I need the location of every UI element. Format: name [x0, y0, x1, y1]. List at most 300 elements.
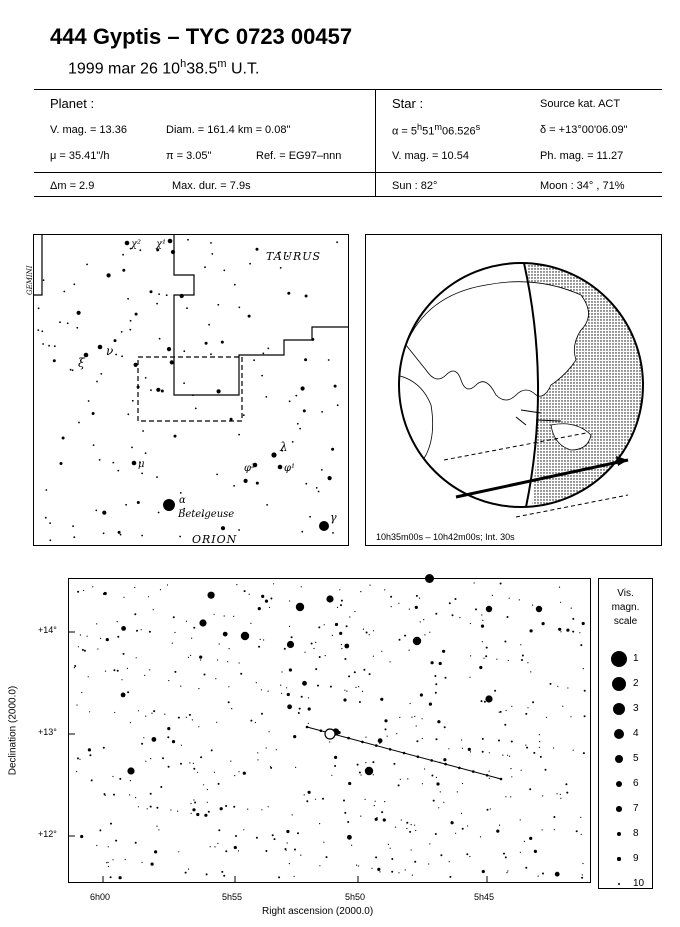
- chart-star: [174, 671, 176, 673]
- chart-star: [200, 756, 202, 758]
- finder-star: [316, 487, 318, 489]
- chart-star: [506, 710, 507, 711]
- finder-star: [60, 462, 63, 465]
- chart-star: [148, 596, 149, 597]
- chart-star: [539, 734, 540, 735]
- star-source: Source kat. ACT: [540, 98, 621, 110]
- chart-star: [198, 688, 199, 689]
- chart-star: [141, 629, 142, 630]
- chart-star: [117, 621, 118, 622]
- chart-star: [207, 789, 208, 790]
- chart-star: [112, 776, 113, 777]
- chart-star: [557, 686, 558, 687]
- star-phmag: Ph. mag. = 11.27: [540, 150, 624, 162]
- chart-star: [281, 693, 282, 694]
- chart-star: [287, 693, 290, 696]
- finder-star: [88, 400, 90, 402]
- chart-star: [540, 756, 542, 758]
- chart-bright-star: [296, 603, 304, 611]
- legend-title: Vis. magn. scale: [611, 588, 640, 627]
- chart-star: [260, 639, 261, 640]
- chart-star: [343, 800, 345, 802]
- chart-star: [160, 786, 162, 788]
- chart-star: [89, 711, 90, 712]
- chart-star: [273, 583, 274, 584]
- chart-star: [317, 685, 319, 687]
- chart-star: [289, 863, 290, 864]
- chart-star: [79, 759, 80, 760]
- chart-star: [542, 622, 545, 625]
- chart-star: [507, 755, 508, 756]
- chart-star: [215, 678, 216, 679]
- path-tick: [306, 726, 309, 729]
- chart-star: [415, 830, 416, 831]
- finder-star: [45, 489, 47, 491]
- chart-star: [412, 875, 413, 876]
- legend-label: 4: [633, 728, 639, 739]
- chart-star: [339, 632, 342, 635]
- chart-star: [164, 714, 165, 715]
- chart-star: [436, 738, 438, 740]
- chart-star: [420, 621, 421, 622]
- chart-star: [443, 758, 446, 761]
- chart-star: [554, 829, 555, 830]
- event-date: 1999 mar 26 10: [68, 60, 181, 78]
- chart-star: [270, 598, 272, 600]
- chart-star: [235, 835, 237, 837]
- legend-dot: [617, 832, 621, 836]
- path-tick: [320, 729, 323, 732]
- finder-star: [93, 444, 95, 446]
- chart-star: [482, 641, 483, 642]
- finder-star: [256, 482, 259, 485]
- chart-star: [406, 822, 408, 824]
- chart-star: [208, 592, 215, 599]
- africa-continent: [396, 375, 433, 461]
- chart-star: [524, 841, 525, 842]
- chart-star: [249, 594, 250, 595]
- chart-star: [494, 690, 496, 692]
- chart-star: [539, 747, 540, 748]
- finder-star: [301, 531, 303, 533]
- chart-star: [400, 779, 401, 780]
- finder-star: [187, 239, 189, 241]
- chart-star: [498, 740, 500, 742]
- chart-star: [180, 686, 181, 687]
- alpha-label: α: [179, 495, 186, 506]
- chart-star: [420, 693, 423, 696]
- chart-star: [376, 817, 377, 818]
- chart-star: [542, 795, 543, 796]
- finder-star: [328, 476, 332, 480]
- legend-label: 3: [633, 703, 639, 714]
- finder-star: [217, 389, 221, 393]
- chart-star: [311, 643, 313, 645]
- chart-star: [295, 767, 296, 768]
- finder-star: [156, 303, 158, 305]
- chart-star: [319, 823, 320, 824]
- path-tick: [417, 755, 420, 758]
- chart-star: [225, 805, 227, 807]
- chart-star: [525, 745, 526, 746]
- chart-star: [240, 673, 242, 675]
- chart-star: [499, 825, 500, 826]
- finder-star: [49, 522, 51, 524]
- chart-star: [193, 763, 194, 764]
- finder-star: [96, 381, 98, 383]
- star-chart: [68, 578, 591, 883]
- chart-star: [363, 669, 365, 671]
- finder-star: [174, 435, 177, 438]
- chart-star: [482, 870, 485, 873]
- chart-star: [510, 768, 511, 769]
- chart-star: [87, 636, 88, 637]
- chart-star: [127, 668, 128, 669]
- max-duration: Max. dur. = 7.9s: [172, 180, 251, 192]
- chart-star: [223, 875, 225, 877]
- finder-star: [150, 389, 152, 391]
- chart-star: [269, 607, 270, 608]
- chart-star: [234, 775, 235, 776]
- lambda-label: λ: [280, 440, 288, 454]
- chart-star: [560, 602, 561, 603]
- finder-star: [158, 512, 160, 514]
- finder-star: [156, 476, 158, 478]
- chart-star: [440, 854, 442, 856]
- finder-chart-svg: [26, 235, 348, 546]
- finder-star: [42, 343, 44, 345]
- chart-bright-star: [536, 606, 542, 612]
- chart-star: [108, 862, 109, 863]
- chart-star: [257, 759, 258, 760]
- chart-star: [92, 586, 93, 587]
- chart-star: [482, 620, 483, 621]
- chart-star: [436, 782, 439, 785]
- finder-star: [37, 329, 39, 331]
- chart-star: [301, 696, 303, 698]
- chart-star: [294, 849, 296, 851]
- chart-star: [410, 703, 411, 704]
- finder-stars: [37, 239, 338, 541]
- chart-star: [583, 752, 585, 754]
- chart-star: [366, 632, 368, 634]
- chart-star: [557, 793, 558, 794]
- chart-star: [508, 660, 509, 661]
- chart-star: [344, 812, 346, 814]
- chart-star: [318, 626, 320, 628]
- chart-star: [154, 850, 157, 853]
- chart-bright-star: [485, 695, 492, 702]
- path-tick: [347, 737, 350, 740]
- chart-star: [74, 665, 76, 667]
- chart-star: [555, 872, 560, 877]
- chart-star: [220, 807, 223, 810]
- finder-star: [217, 304, 219, 306]
- chart-star: [573, 750, 574, 751]
- chart-star: [482, 738, 484, 740]
- chart-star: [461, 739, 462, 740]
- chart-star: [313, 648, 314, 649]
- finder-star: [303, 409, 306, 412]
- chart-star: [162, 757, 164, 759]
- chart-star: [527, 662, 528, 663]
- table-mid-rule: [34, 172, 662, 173]
- chart-star: [375, 818, 378, 821]
- chart-star: [358, 686, 359, 687]
- chart-star: [103, 747, 105, 749]
- chart-star: [565, 783, 567, 785]
- chart-star: [542, 873, 544, 875]
- finder-star: [76, 327, 78, 329]
- finder-star: [230, 418, 233, 421]
- finder-star: [49, 539, 51, 541]
- event-datetime: 1999 mar 26 10$^h$38.5$^m$ U.T.: [68, 58, 260, 78]
- path-tick: [361, 741, 364, 744]
- chart-star: [440, 791, 441, 792]
- finder-chart: [26, 234, 349, 546]
- chart-star: [378, 738, 383, 743]
- finder-star: [221, 341, 224, 344]
- chart-star: [238, 771, 239, 772]
- chart-star: [108, 866, 109, 867]
- phi1-star: [278, 465, 283, 470]
- chart-star: [520, 819, 521, 820]
- chart-star: [570, 716, 571, 717]
- chart-star: [407, 778, 408, 779]
- chart-star: [236, 584, 237, 585]
- chart-star: [302, 681, 307, 686]
- chart-bright-star: [365, 767, 373, 775]
- finder-star: [127, 298, 129, 300]
- chart-star: [228, 701, 230, 703]
- chart-star: [203, 784, 204, 785]
- chart-star: [388, 844, 389, 845]
- chart-star: [261, 713, 263, 715]
- chart-bright-star: [413, 637, 421, 645]
- chart-star: [521, 770, 522, 771]
- chart-star: [414, 861, 416, 863]
- chart-star: [401, 819, 402, 820]
- chart-star: [247, 809, 248, 810]
- finder-star: [122, 269, 125, 272]
- chart-star: [204, 814, 207, 817]
- path-tick: [403, 752, 406, 755]
- chart-star: [358, 865, 359, 866]
- chart-star: [108, 846, 109, 847]
- finder-star: [73, 536, 75, 538]
- finder-star: [328, 359, 330, 361]
- chart-star: [308, 697, 309, 698]
- chart-star: [194, 802, 196, 804]
- chart-star: [178, 851, 179, 852]
- chart-star: [354, 611, 355, 612]
- chart-star: [134, 587, 135, 588]
- finder-star: [223, 270, 225, 272]
- finder-star: [267, 348, 269, 350]
- chart-star: [208, 811, 210, 813]
- chart-star: [582, 622, 585, 625]
- planet-heading: Planet :: [50, 96, 95, 111]
- chart-star: [486, 647, 488, 649]
- edge-star: [425, 574, 434, 583]
- chart-star: [530, 671, 531, 672]
- chart-star: [428, 863, 429, 864]
- chart-star: [411, 717, 412, 718]
- table-divider: [375, 89, 376, 196]
- chart-star: [487, 809, 489, 811]
- finder-star: [211, 253, 213, 255]
- chart-star: [97, 648, 98, 649]
- chart-star: [77, 591, 79, 593]
- chart-star: [80, 835, 83, 838]
- chart-star: [168, 680, 169, 681]
- chart-star: [112, 859, 113, 860]
- chart-star: [160, 589, 161, 590]
- chart-star: [354, 671, 356, 673]
- finder-star: [234, 284, 236, 286]
- finder-star: [171, 250, 175, 254]
- finder-star: [159, 338, 161, 340]
- chart-star: [117, 636, 119, 638]
- finder-star: [141, 473, 143, 475]
- chart-star: [80, 634, 81, 635]
- chart-star: [383, 818, 386, 821]
- chart-star: [233, 806, 235, 808]
- ytick-label-14: +14°: [38, 625, 57, 635]
- chart-star: [286, 830, 289, 833]
- chart-star: [398, 784, 400, 786]
- chart-star: [346, 691, 347, 692]
- finder-star: [287, 292, 290, 295]
- chart-star: [399, 717, 400, 718]
- chart-star: [359, 701, 361, 703]
- chart-star: [419, 598, 420, 599]
- chart-star: [436, 777, 437, 778]
- chart-star: [244, 590, 246, 592]
- chart-star: [291, 636, 293, 638]
- chart-star: [399, 639, 401, 641]
- chart-star: [192, 719, 193, 720]
- chart-star: [398, 872, 399, 873]
- finder-star: [135, 313, 138, 316]
- finder-star: [311, 338, 314, 341]
- chart-star: [409, 831, 411, 833]
- xi-label: ξ: [78, 356, 85, 370]
- chart-star: [150, 758, 151, 759]
- chart-star: [396, 733, 397, 734]
- chart-star: [439, 662, 442, 665]
- chart-star: [129, 794, 130, 795]
- chart-star: [292, 814, 293, 815]
- finder-star: [321, 469, 323, 471]
- chart-star: [511, 741, 513, 743]
- taurus-label: TAURUS: [266, 250, 322, 263]
- chart-star: [424, 768, 425, 769]
- finder-star: [332, 532, 334, 534]
- chart-star: [411, 824, 412, 825]
- finder-star: [45, 517, 47, 519]
- legend-label: 8: [633, 828, 639, 839]
- finder-star: [336, 241, 338, 243]
- chart-star: [387, 736, 388, 737]
- chart-star: [560, 631, 561, 632]
- chart-star: [110, 876, 112, 878]
- chart-star: [360, 591, 361, 592]
- chart-star: [481, 614, 482, 615]
- chart-star: [297, 832, 299, 834]
- chart-star: [88, 748, 91, 751]
- finder-star: [167, 347, 171, 351]
- legend-dot: [613, 703, 625, 715]
- legend-dot: [616, 781, 623, 788]
- chart-star: [294, 876, 295, 877]
- phi1-label: φ¹: [284, 463, 296, 474]
- finder-star: [195, 408, 197, 410]
- legend-label: 1: [633, 653, 639, 664]
- chart-star: [532, 605, 533, 606]
- chart-star: [113, 794, 115, 796]
- finder-star: [72, 525, 74, 527]
- chart-star: [151, 863, 154, 866]
- chart-star: [511, 776, 512, 777]
- gemini-label: GEMINI: [26, 265, 34, 295]
- chart-star: [393, 763, 395, 765]
- chart-star: [522, 655, 524, 657]
- globe-panel: [365, 234, 662, 546]
- sun-elongation: Sun : 82°: [392, 180, 438, 192]
- finder-star: [166, 294, 168, 296]
- path-tick: [375, 744, 378, 747]
- chart-star: [533, 752, 535, 754]
- moon-elongation: Moon : 34° , 71%: [540, 180, 625, 192]
- chart-star: [174, 632, 175, 633]
- chart-star: [214, 772, 215, 773]
- chart-star: [422, 783, 423, 784]
- chart-star: [521, 659, 523, 661]
- ytick-label-13: +13°: [38, 727, 57, 737]
- chart-star: [185, 872, 187, 874]
- chart-star: [299, 708, 301, 710]
- chart-star: [207, 802, 208, 803]
- gemini-boundary: [34, 235, 42, 295]
- path-tick: [430, 759, 433, 762]
- finder-star: [121, 355, 123, 357]
- chart-star: [138, 806, 139, 807]
- shadow-direction-arrow: [616, 456, 628, 466]
- chart-star: [339, 589, 340, 590]
- chart-bright-star: [127, 767, 134, 774]
- chart-star: [480, 836, 481, 837]
- chart-star: [152, 737, 157, 742]
- chart-star: [250, 720, 252, 722]
- y-axis-title: Declination (2000.0): [7, 685, 19, 776]
- chi2-label: χ²: [131, 239, 142, 250]
- chart-star: [193, 799, 194, 800]
- chart-star: [287, 842, 288, 843]
- chart-star: [268, 691, 269, 692]
- chart-star: [197, 772, 198, 773]
- chart-star: [414, 825, 415, 826]
- chart-star: [449, 602, 451, 604]
- chart-star: [106, 862, 107, 863]
- finder-star: [248, 315, 251, 318]
- chart-star: [371, 868, 372, 869]
- chart-star: [571, 608, 572, 609]
- finder-star: [334, 385, 337, 388]
- finder-star: [137, 386, 140, 389]
- planet-parallax: π = 3.05": [166, 150, 212, 162]
- chart-star: [188, 869, 189, 870]
